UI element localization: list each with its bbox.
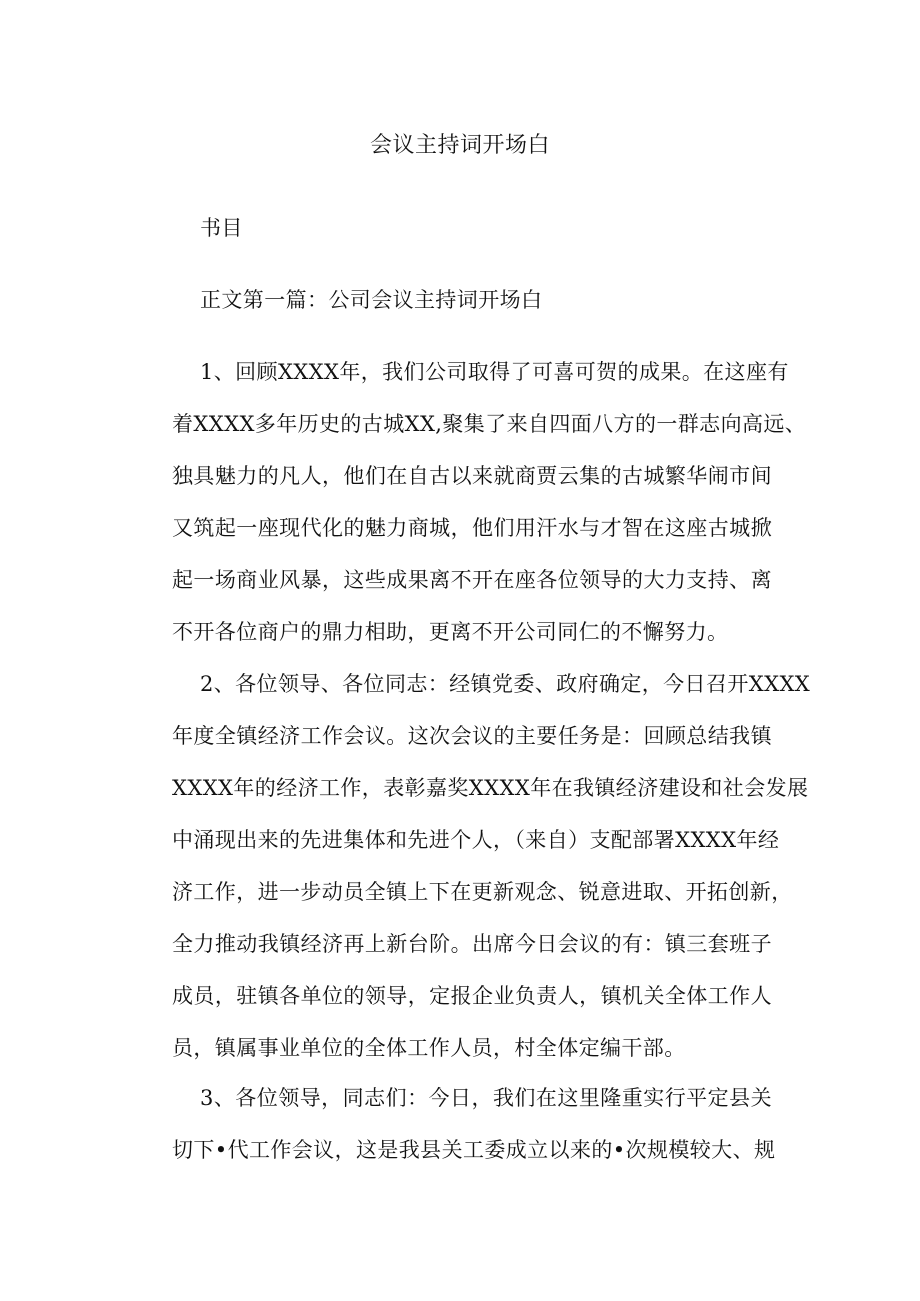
paragraph-line: 起一场商业风暴，这些成果离不开在座各位领导的大力支持、离 [172, 568, 772, 592]
paragraph-line: 独具魅力的凡人，他们在自古以来就商贾云集的古城繁华闹市间 [172, 464, 772, 488]
paragraph-line: 全力推动我镇经济再上新台阶。出席今日会议的有：镇三套班子 [172, 932, 772, 956]
paragraph-2 [172, 666, 811, 1066]
paragraph-line: 年度全镇经济工作会议。这次会议的主要任务是：回顾总结我镇 [172, 724, 772, 748]
paragraph-line: 3、各位领导，同志们：今日，我们在这里隆重实行平定县关 [200, 1086, 772, 1110]
paragraph-line: 中涌现出来的先进集体和先进个人，（来自）支配部署XXXX年经 [172, 828, 780, 852]
paragraph-1 [172, 354, 807, 650]
document-title: 会议主持词开场白 [369, 133, 550, 158]
section-heading: 正文第一篇：公司会议主持词开场白 [200, 288, 543, 312]
paragraph-line: 又筑起一座现代化的魅力商城，他们用汗水与才智在这座古城掀 [172, 516, 772, 540]
paragraph-line: 不开各位商户的鼎力相助，更离不开公司同仁的不懈努力。 [172, 620, 729, 644]
paragraph-line: 1、回顾XXXX年，我们公司取得了可喜可贺的成果。在这座有 [200, 360, 789, 384]
paragraph-3 [172, 1080, 776, 1168]
paragraph-line: 着XXXX多年历史的古城XX,聚集了来自四面八方的一群志向高远、 [172, 412, 807, 436]
paragraph-line: 2、各位领导、各位同志：经镇党委、政府确定，今日召开XXXX [200, 672, 811, 696]
toc-label: 书目 [200, 216, 243, 240]
paragraph-line: 切下•代工作会议，这是我县关工委成立以来的•次规模较大、规 [172, 1138, 776, 1162]
paragraph-line: XXXX年的经济工作，表彰嘉奖XXXX年在我镇经济建设和社会发展 [172, 776, 809, 800]
paragraph-line: 成员，驻镇各单位的领导，定报企业负责人，镇机关全体工作人 [172, 984, 772, 1008]
paragraph-line: 员，镇属事业单位的全体工作人员，村全体定编干部。 [172, 1036, 686, 1060]
paragraph-line: 济工作，进一步动员全镇上下在更新观念、锐意进取、开拓创新， [172, 880, 793, 904]
